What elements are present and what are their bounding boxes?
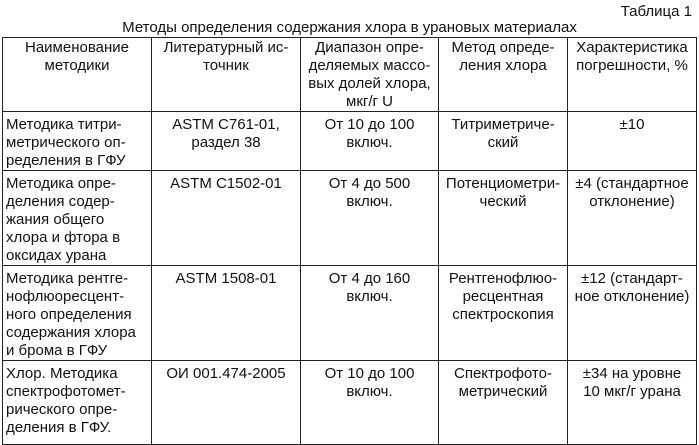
cell-literature-source: ASTM C1502-01 [152,171,301,266]
cell-literature-source: ОИ 001.474-2005 [152,361,301,445]
cell-literature-source: ASTM 1508-01 [152,266,301,361]
table-row [3,361,697,445]
table-row [3,171,697,266]
cell-error: ±10 [568,112,697,171]
cell-range: От 10 до 100 включ. [301,361,439,445]
cell-error: ±34 на уровне 10 мкг/г урана [568,361,697,445]
cell-determination-method: Потенциометри- ческий [439,171,568,266]
table-caption: Методы определения содержания хлора в урановых материалах [122,19,577,36]
cell-method-name: Методика рентге- нофлюоресцент- ного определения содержания хлора и брома в ГФУ [3,266,152,361]
cell-method-name: Методика опре- деления содер- жания общего хлора и фтора в оксидах урана [3,171,152,266]
table-number-label: Таблица 1 [620,3,692,20]
header-row [3,38,697,112]
cell-method-name: Методика титри- метрического оп- ределения в ГФУ [3,112,152,171]
cell-determination-method: Титриметриче- ский [439,112,568,171]
header-method-name: Наименование методики [3,38,152,112]
cell-range: От 4 до 160 включ. [301,266,439,361]
table-row [3,112,697,171]
cell-literature-source: ASTM C761-01, раздел 38 [152,112,301,171]
header-range: Диапазон опре- деляемых массо- вых долей хлора, мкг/г U [301,38,439,112]
cell-range: От 10 до 100 включ. [301,112,439,171]
cell-method-name: Хлор. Методика спектрофотомет- рического опре- деления в ГФУ. [3,361,152,445]
table-row [3,266,697,361]
cell-error: ±12 (стандарт- ное отклонение) [568,266,697,361]
cell-determination-method: Спектрофото- метрический [439,361,568,445]
cell-determination-method: Рентгенофлюо- ресцентная спектроскопия [439,266,568,361]
cell-error: ±4 (стандартное отклонение) [568,171,697,266]
header-determination-method: Метод опреде- ления хлора [439,38,568,112]
methods-table [2,37,697,445]
cell-range: От 4 до 500 включ. [301,171,439,266]
header-literature-source: Литературный ис- точник [152,38,301,112]
header-error: Характеристика погрешности, % [568,38,697,112]
